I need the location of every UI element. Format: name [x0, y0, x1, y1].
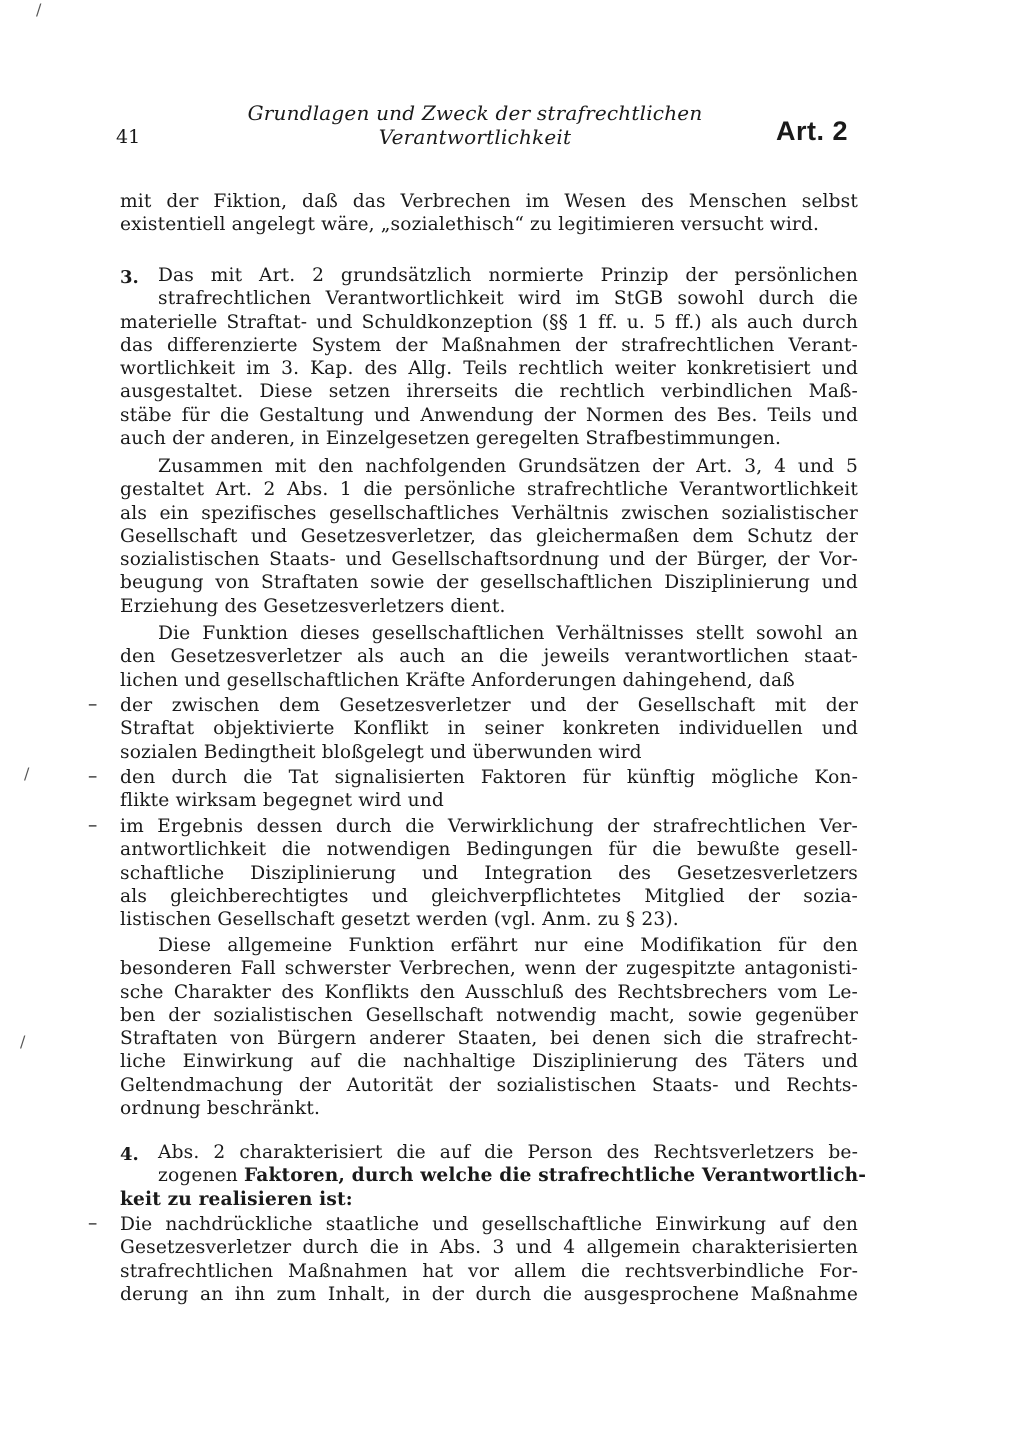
- text-line: Die Funktion dieses gesellschaftlichen Verhältnisses stellt sowohl an: [158, 623, 858, 644]
- bullet-item: [120, 694, 858, 764]
- text-line: den durch die Tat signalisierten Faktoren für künftig mögliche Kon-: [120, 767, 858, 788]
- text-line: als gleichberechtigtes und gleichverpflichtetes Mitglied der sozia-: [120, 885, 858, 907]
- text-plain: zogenen: [158, 1165, 244, 1187]
- text-line: beugung von Straftaten sowie der gesellschaftlichen Disziplinierung und: [120, 572, 858, 594]
- section-3-paragraph-3: [120, 622, 858, 692]
- text-line: materielle Straftat- und Schuldkonzeption (§§ 1 ff. u. 5 ff.) als auch durch: [120, 311, 858, 333]
- text-line: Gesellschaft und Gesetzesverletzer, das gleichermaßen dem Schutz der: [120, 525, 858, 547]
- intro-paragraph: [120, 190, 858, 237]
- text-line: strafrechtlichen Maßnahmen hat vor allem die rechtsverbindliche For-: [120, 1260, 858, 1282]
- text-line: Straftaten von Bürgern anderer Staaten, bei denen sich die strafrecht-: [120, 1028, 858, 1050]
- text-line: wortlichkeit im 3. Kap. des Allg. Teils rechtlich weiter konkretisiert und: [120, 358, 858, 380]
- text-line: Die nachdrückliche staatliche und gesellschaftliche Einwirkung auf den: [120, 1214, 858, 1235]
- text-line: sozialen Bedingtheit bloßgelegt und überwunden wird: [120, 741, 642, 763]
- section-number: 4.: [120, 1144, 139, 1165]
- text-line: strafrechtlichen Verantwortlichkeit wird im StGB sowohl durch die: [158, 288, 858, 310]
- text-line: auch der anderen, in Einzelgesetzen geregelten Strafbestimmungen.: [120, 428, 782, 450]
- text-line: sozialistischen Staats- und Gesellschaftsordnung und der Bürger, der Vor-: [120, 549, 858, 571]
- text-line: Zusammen mit den nachfolgenden Grundsätzen der Art. 3, 4 und 5: [158, 456, 858, 477]
- dash-bullet: –: [88, 1213, 98, 1234]
- margin-mark: /: [36, 0, 42, 19]
- margin-mark: /: [24, 764, 30, 783]
- text-line: ordnung beschränkt.: [120, 1098, 321, 1120]
- text-line: flikte wirksam begegnet wird und: [120, 790, 444, 812]
- text-line: sche Charakter des Konflikts den Ausschluß des Rechtsbrechers vom Le-: [120, 981, 858, 1003]
- margin-mark: /: [20, 1032, 26, 1051]
- dash-bullet: –: [88, 766, 98, 787]
- text-line: mit der Fiktion, daß das Verbrechen im Wesen des Menschen selbst: [120, 191, 858, 212]
- text-line: liche Einwirkung auf die nachhaltige Disziplinierung des Täters und: [120, 1051, 858, 1073]
- text-line: stäbe für die Gestaltung und Anwendung der Normen des Bes. Teils und: [120, 404, 858, 426]
- text-line: Gesetzesverletzer durch die in Abs. 3 und 4 allgemein charakterisierten: [120, 1237, 858, 1259]
- page-number: 41: [116, 126, 141, 148]
- text-line: Diese allgemeine Funktion erfährt nur eine Modifikation für den: [158, 935, 858, 956]
- bullet-item: [120, 1213, 858, 1306]
- text-line: Abs. 2 charakterisiert die auf die Person des Rechtsverletzers be-: [158, 1142, 858, 1163]
- text-line: das differenzierte System der Maßnahmen der strafrechtlichen Verant-: [120, 334, 858, 356]
- section-3-paragraph-2: [120, 455, 858, 618]
- text-bold: keit zu realisieren ist:: [120, 1188, 353, 1210]
- text-line: Das mit Art. 2 grundsätzlich normierte Prinzip der persönlichen: [158, 265, 858, 286]
- text-line: Geltendmachung der Autorität der sozialistischen Staats- und Rechts-: [120, 1074, 858, 1096]
- text-line: im Ergebnis dessen durch die Verwirklichung der strafrechtlichen Ver-: [120, 816, 858, 837]
- text-line: antwortlichkeit die notwendigen Bedingungen für die bewußte gesell-: [120, 839, 858, 861]
- text-line: derung an ihn zum Inhalt, in der durch die ausgesprochene Maßnahme: [120, 1283, 858, 1305]
- section-3-paragraph-1: [120, 264, 858, 450]
- text-bold: Faktoren, durch welche die strafrechtliche Verantwortlich-: [243, 1165, 867, 1187]
- running-title-line1: Grundlagen und Zweck der strafrechtlichen: [247, 101, 703, 125]
- bullet-item: [120, 815, 858, 931]
- text-line: Erziehung des Gesetzesverletzers dient.: [120, 595, 506, 617]
- text-line: lichen und gesellschaftlichen Kräfte Anforderungen dahingehend, daß: [120, 669, 795, 691]
- dash-bullet: –: [88, 815, 98, 836]
- text-line: [120, 1164, 867, 1187]
- text-line: existentiell angelegt wäre, „sozialethisch“ zu legitimieren versucht wird.: [120, 214, 820, 236]
- text-line: [120, 1188, 858, 1211]
- running-title: [220, 101, 730, 149]
- text-line: als ein spezifisches gesellschaftliches Verhältnis zwischen sozialistischer: [120, 502, 858, 524]
- text-line: ausgestaltet. Diese setzen ihrerseits die rechtlich verbindlichen Maß-: [120, 381, 858, 403]
- section-number: 3.: [120, 267, 139, 288]
- text-line: den Gesetzesverletzer als auch an die jeweils verantwortlichen staat-: [120, 646, 858, 668]
- text-line: gestaltet Art. 2 Abs. 1 die persönliche strafrechtliche Verantwortlichkeit: [120, 479, 858, 501]
- dash-bullet: –: [88, 694, 98, 715]
- text-line: besonderen Fall schwerster Verbrechen, wenn der zugespitzte antagonisti-: [120, 958, 858, 980]
- section-3-paragraph-4: [120, 934, 858, 1120]
- running-title-line2: Verantwortlichkeit: [378, 125, 572, 149]
- text-line: Straftat objektivierte Konflikt in seiner konkreten individuellen und: [120, 718, 858, 740]
- text-line: schaftliche Disziplinierung und Integration des Gesetzesverletzers: [120, 862, 858, 884]
- article-label: Art. 2: [776, 116, 849, 146]
- text-line: der zwischen dem Gesetzesverletzer und der Gesellschaft mit der: [120, 695, 858, 716]
- bullet-item: [120, 766, 858, 813]
- text-line: ben der sozialistischen Gesellschaft notwendig macht, sowie gegenüber: [120, 1004, 858, 1026]
- text-line: listischen Gesellschaft gesetzt werden (vgl. Anm. zu § 23).: [120, 909, 679, 931]
- section-4-paragraph-1: [120, 1141, 867, 1211]
